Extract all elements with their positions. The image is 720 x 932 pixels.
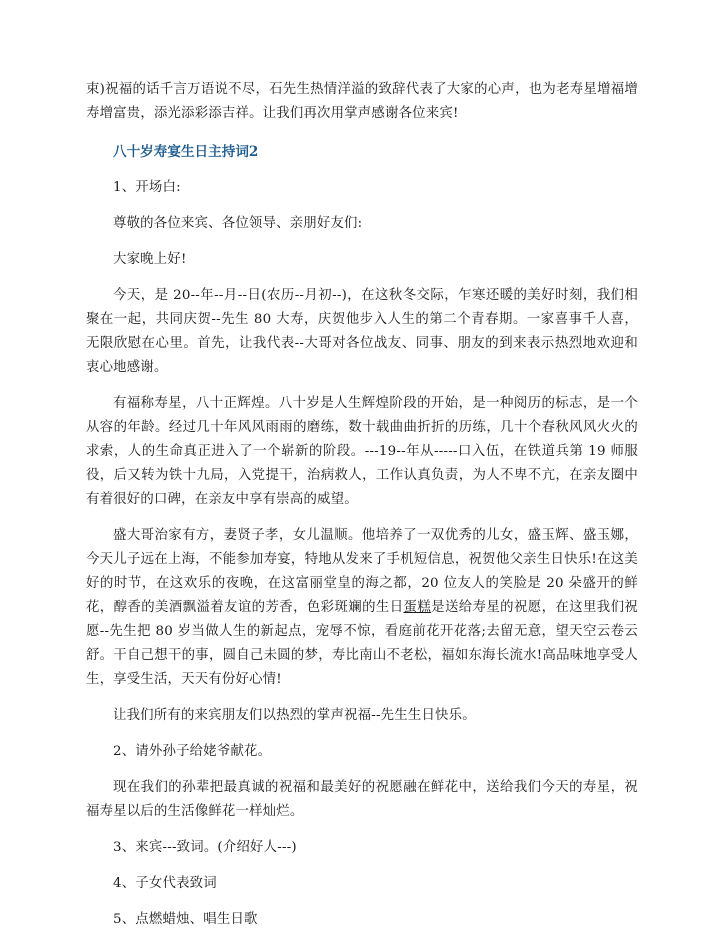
document-page: [86, 78, 638, 932]
paragraph-family-part1: 盛大哥治家有方，妻贤子孝，女儿温顺。他培养了一双优秀的儿女，盛玉辉、盛玉娜，今天儿子远在上海，不能参加寿宴，特地从发来了手机短信息，祝贺他父亲生日快乐!在这美好的时节，在这欢乐的夜晚，在这富丽堂皇的海之都，20 位友人的笑脸是 20 朵盛开的鲜花，醇香的美酒飘溢着友谊的芳香，色彩斑斓的生日: [86, 528, 638, 615]
greeting-line: 尊敬的各位来宾、各位领导、亲朋好友们:: [113, 216, 363, 231]
evening-greeting: 大家晚上好!: [113, 252, 187, 267]
item-guest-speech: 3、来宾---致词。(介绍好人---): [113, 840, 297, 855]
intro-paragraph: 束)祝福的话千言万语说不尽，石先生热情洋溢的致辞代表了大家的心声，也为老寿星增福增寿增富贵，添光添彩添吉祥。让我们再次用掌声感谢各位来宾!: [86, 82, 638, 121]
item-children-speech: 4、子女代表致词: [113, 876, 217, 891]
item-flowers: 2、请外孙子给姥爷献花。: [113, 744, 272, 759]
item-candles: 5、点燃蜡烛、唱生日歌: [113, 912, 258, 927]
paragraph-family: [86, 524, 638, 692]
item-opening: 1、开场白:: [113, 180, 181, 195]
paragraph-applause: 让我们所有的来宾朋友们以热烈的掌声祝福--先生生日快乐。: [113, 708, 476, 723]
paragraph-today: 今天，是 20--年--月--日(农历--月初--)，在这秋冬交际，乍寒还暖的美好时刻，我们相聚在一起，共同庆贺--先生 80 大寿，庆贺他步入人生的第二个青春期。一家喜事千人喜，无限欣慰在心里。首先，让我代表--大哥对各位战友、同事、朋友的到来表示热烈地欢迎和衷心地感谢。: [86, 288, 638, 375]
cake-link[interactable]: 蛋糕: [403, 600, 432, 615]
paragraph-family-part2: 是送给寿星的祝愿，在这里我们祝愿--先生把 80 岁当做人生的新起点，宠辱不惊，看庭前花开花落;去留无意，望天空云卷云舒。干自己想干的事，圆自己未圆的梦，寿比南山不老松，福如东海长流水!高品味地享受人生，享受生活，天天有份好心情!: [86, 600, 638, 687]
paragraph-flowers: 现在我们的孙辈把最真诚的祝福和最美好的祝愿融在鲜花中，送给我们今天的寿星，祝福寿星以后的生活像鲜花一样灿烂。: [86, 780, 638, 819]
section-heading: 八十岁寿宴生日主持词2: [113, 144, 259, 160]
paragraph-fortune: 有福称寿星，八十正辉煌。八十岁是人生辉煌阶段的开始，是一种阅历的标志，是一个从容的年龄。经过几十年风风雨雨的磨练，数十载曲曲折折的历练，几十个春秋风风火火的求索，人的生命真正进入了一个崭新的阶段。---19--年从-----口入伍，在铁道兵第 19 师服役，后又转为铁十九局，入党提干，治病救人，工作认真负责，为人不卑不亢，在亲友圈中有着很好的口碑，在亲友中享有崇高的威望。: [86, 396, 638, 507]
